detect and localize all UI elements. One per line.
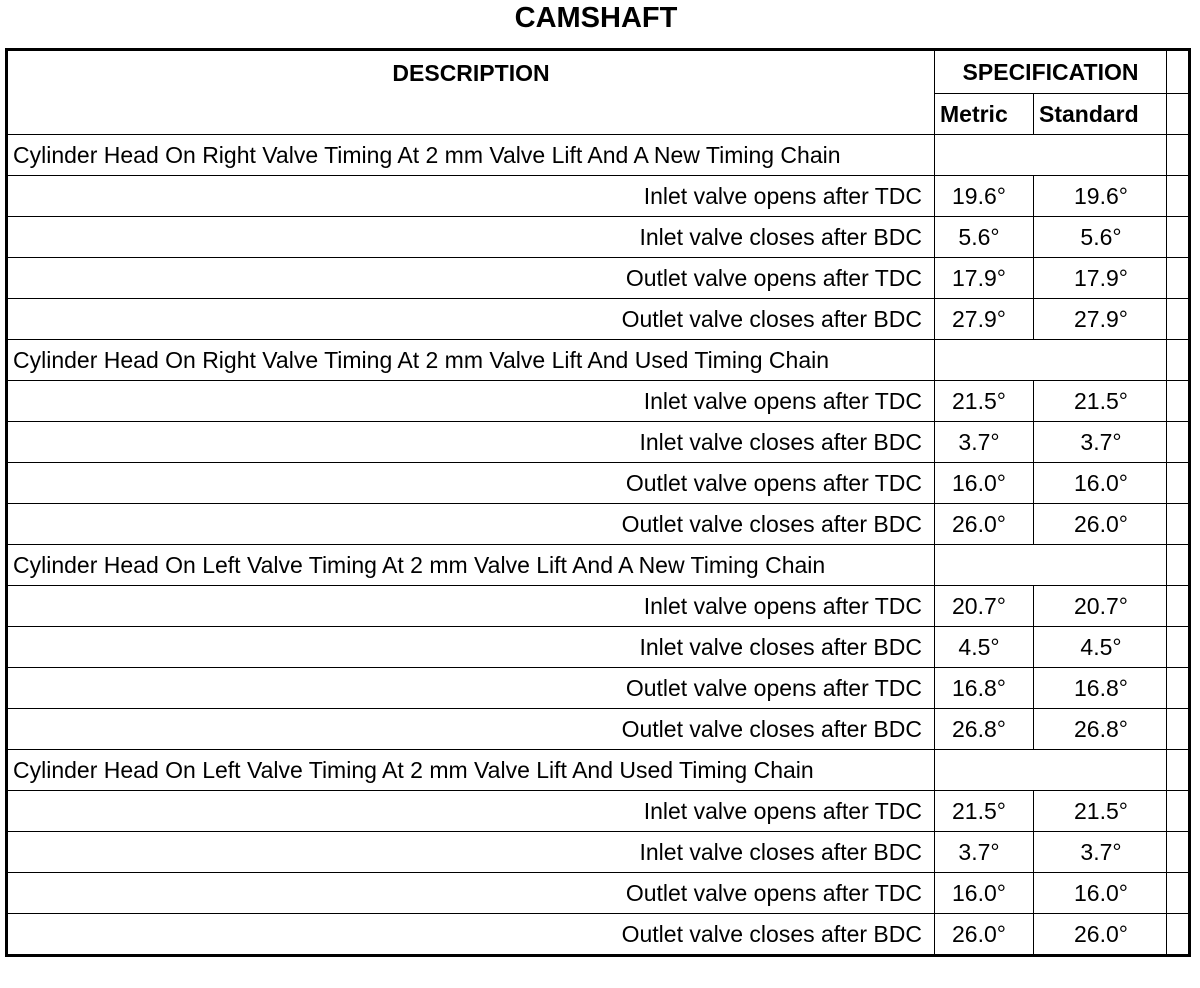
- table-row: [7, 422, 1190, 463]
- item-description: Outlet valve opens after TDC: [7, 463, 935, 504]
- group-value-cell: [935, 545, 1167, 586]
- extra-cell: [1167, 135, 1190, 176]
- extra-cell: [1167, 381, 1190, 422]
- metric-header: Metric: [935, 94, 1034, 135]
- table-row: [7, 381, 1190, 422]
- standard-value: 4.5°: [1034, 627, 1167, 668]
- specification-header: SPECIFICATION: [935, 50, 1167, 94]
- table-row: [7, 586, 1190, 627]
- standard-value: 21.5°: [1034, 381, 1167, 422]
- standard-value: 20.7°: [1034, 586, 1167, 627]
- standard-value: 3.7°: [1034, 422, 1167, 463]
- extra-cell: [1167, 463, 1190, 504]
- standard-value: 26.8°: [1034, 709, 1167, 750]
- item-description: Inlet valve closes after BDC: [7, 627, 935, 668]
- item-description: Outlet valve closes after BDC: [7, 914, 935, 956]
- group-label: Cylinder Head On Left Valve Timing At 2 mm Valve Lift And A New Timing Chain: [7, 545, 935, 586]
- extra-cell: [1167, 504, 1190, 545]
- metric-value: 26.0°: [935, 914, 1034, 956]
- item-description: Outlet valve opens after TDC: [7, 258, 935, 299]
- item-description: Outlet valve closes after BDC: [7, 299, 935, 340]
- standard-header: Standard: [1034, 94, 1167, 135]
- standard-value: 27.9°: [1034, 299, 1167, 340]
- group-value-cell: [935, 135, 1167, 176]
- extra-cell: [1167, 627, 1190, 668]
- table-row: [7, 791, 1190, 832]
- metric-value: 17.9°: [935, 258, 1034, 299]
- item-description: Inlet valve opens after TDC: [7, 586, 935, 627]
- item-description: Outlet valve closes after BDC: [7, 504, 935, 545]
- item-description: Inlet valve closes after BDC: [7, 217, 935, 258]
- extra-cell: [1167, 340, 1190, 381]
- spec-table-body: [7, 50, 1190, 956]
- item-description: Inlet valve closes after BDC: [7, 832, 935, 873]
- extra-header-cell: [1167, 50, 1190, 94]
- extra-cell: [1167, 422, 1190, 463]
- metric-value: 21.5°: [935, 791, 1034, 832]
- extra-cell: [1167, 750, 1190, 791]
- table-row: [7, 627, 1190, 668]
- extra-subheader-cell: [1167, 94, 1190, 135]
- standard-value: 16.0°: [1034, 873, 1167, 914]
- item-description: Inlet valve opens after TDC: [7, 791, 935, 832]
- extra-cell: [1167, 873, 1190, 914]
- table-row: [7, 668, 1190, 709]
- metric-value: 3.7°: [935, 832, 1034, 873]
- extra-cell: [1167, 832, 1190, 873]
- metric-value: 27.9°: [935, 299, 1034, 340]
- metric-value: 26.0°: [935, 504, 1034, 545]
- metric-value: 4.5°: [935, 627, 1034, 668]
- standard-value: 26.0°: [1034, 914, 1167, 956]
- table-row: [7, 176, 1190, 217]
- extra-cell: [1167, 258, 1190, 299]
- extra-cell: [1167, 914, 1190, 956]
- item-description: Outlet valve closes after BDC: [7, 709, 935, 750]
- item-description: Outlet valve opens after TDC: [7, 668, 935, 709]
- metric-value: 3.7°: [935, 422, 1034, 463]
- metric-value: 20.7°: [935, 586, 1034, 627]
- extra-cell: [1167, 299, 1190, 340]
- metric-value: 16.8°: [935, 668, 1034, 709]
- group-row: [7, 135, 1190, 176]
- standard-value: 26.0°: [1034, 504, 1167, 545]
- table-row: [7, 299, 1190, 340]
- extra-cell: [1167, 791, 1190, 832]
- extra-cell: [1167, 176, 1190, 217]
- metric-value: 26.8°: [935, 709, 1034, 750]
- group-row: [7, 340, 1190, 381]
- standard-value: 16.8°: [1034, 668, 1167, 709]
- item-description: Inlet valve closes after BDC: [7, 422, 935, 463]
- standard-value: 5.6°: [1034, 217, 1167, 258]
- group-label: Cylinder Head On Right Valve Timing At 2 mm Valve Lift And A New Timing Chain: [7, 135, 935, 176]
- page-title: CAMSHAFT: [514, 2, 678, 34]
- camshaft-spec-table: [5, 48, 1191, 957]
- group-row: [7, 545, 1190, 586]
- extra-cell: [1167, 545, 1190, 586]
- metric-value: 16.0°: [935, 873, 1034, 914]
- extra-cell: [1167, 709, 1190, 750]
- extra-cell: [1167, 586, 1190, 627]
- metric-value: 21.5°: [935, 381, 1034, 422]
- metric-value: 19.6°: [935, 176, 1034, 217]
- group-value-cell: [935, 750, 1167, 791]
- extra-cell: [1167, 668, 1190, 709]
- table-row: [7, 258, 1190, 299]
- table-row: [7, 463, 1190, 504]
- description-header: DESCRIPTION: [7, 50, 935, 135]
- table-row: [7, 217, 1190, 258]
- item-description: Outlet valve opens after TDC: [7, 873, 935, 914]
- standard-value: 19.6°: [1034, 176, 1167, 217]
- standard-value: 16.0°: [1034, 463, 1167, 504]
- item-description: Inlet valve opens after TDC: [7, 176, 935, 217]
- table-row: [7, 504, 1190, 545]
- standard-value: 3.7°: [1034, 832, 1167, 873]
- item-description: Inlet valve opens after TDC: [7, 381, 935, 422]
- table-row: [7, 832, 1190, 873]
- table-row: [7, 709, 1190, 750]
- extra-cell: [1167, 217, 1190, 258]
- metric-value: 5.6°: [935, 217, 1034, 258]
- group-label: Cylinder Head On Left Valve Timing At 2 mm Valve Lift And Used Timing Chain: [7, 750, 935, 791]
- standard-value: 17.9°: [1034, 258, 1167, 299]
- group-value-cell: [935, 340, 1167, 381]
- table-row: [7, 873, 1190, 914]
- header-row: [7, 50, 1190, 94]
- standard-value: 21.5°: [1034, 791, 1167, 832]
- group-label: Cylinder Head On Right Valve Timing At 2 mm Valve Lift And Used Timing Chain: [7, 340, 935, 381]
- group-row: [7, 750, 1190, 791]
- table-row: [7, 914, 1190, 956]
- metric-value: 16.0°: [935, 463, 1034, 504]
